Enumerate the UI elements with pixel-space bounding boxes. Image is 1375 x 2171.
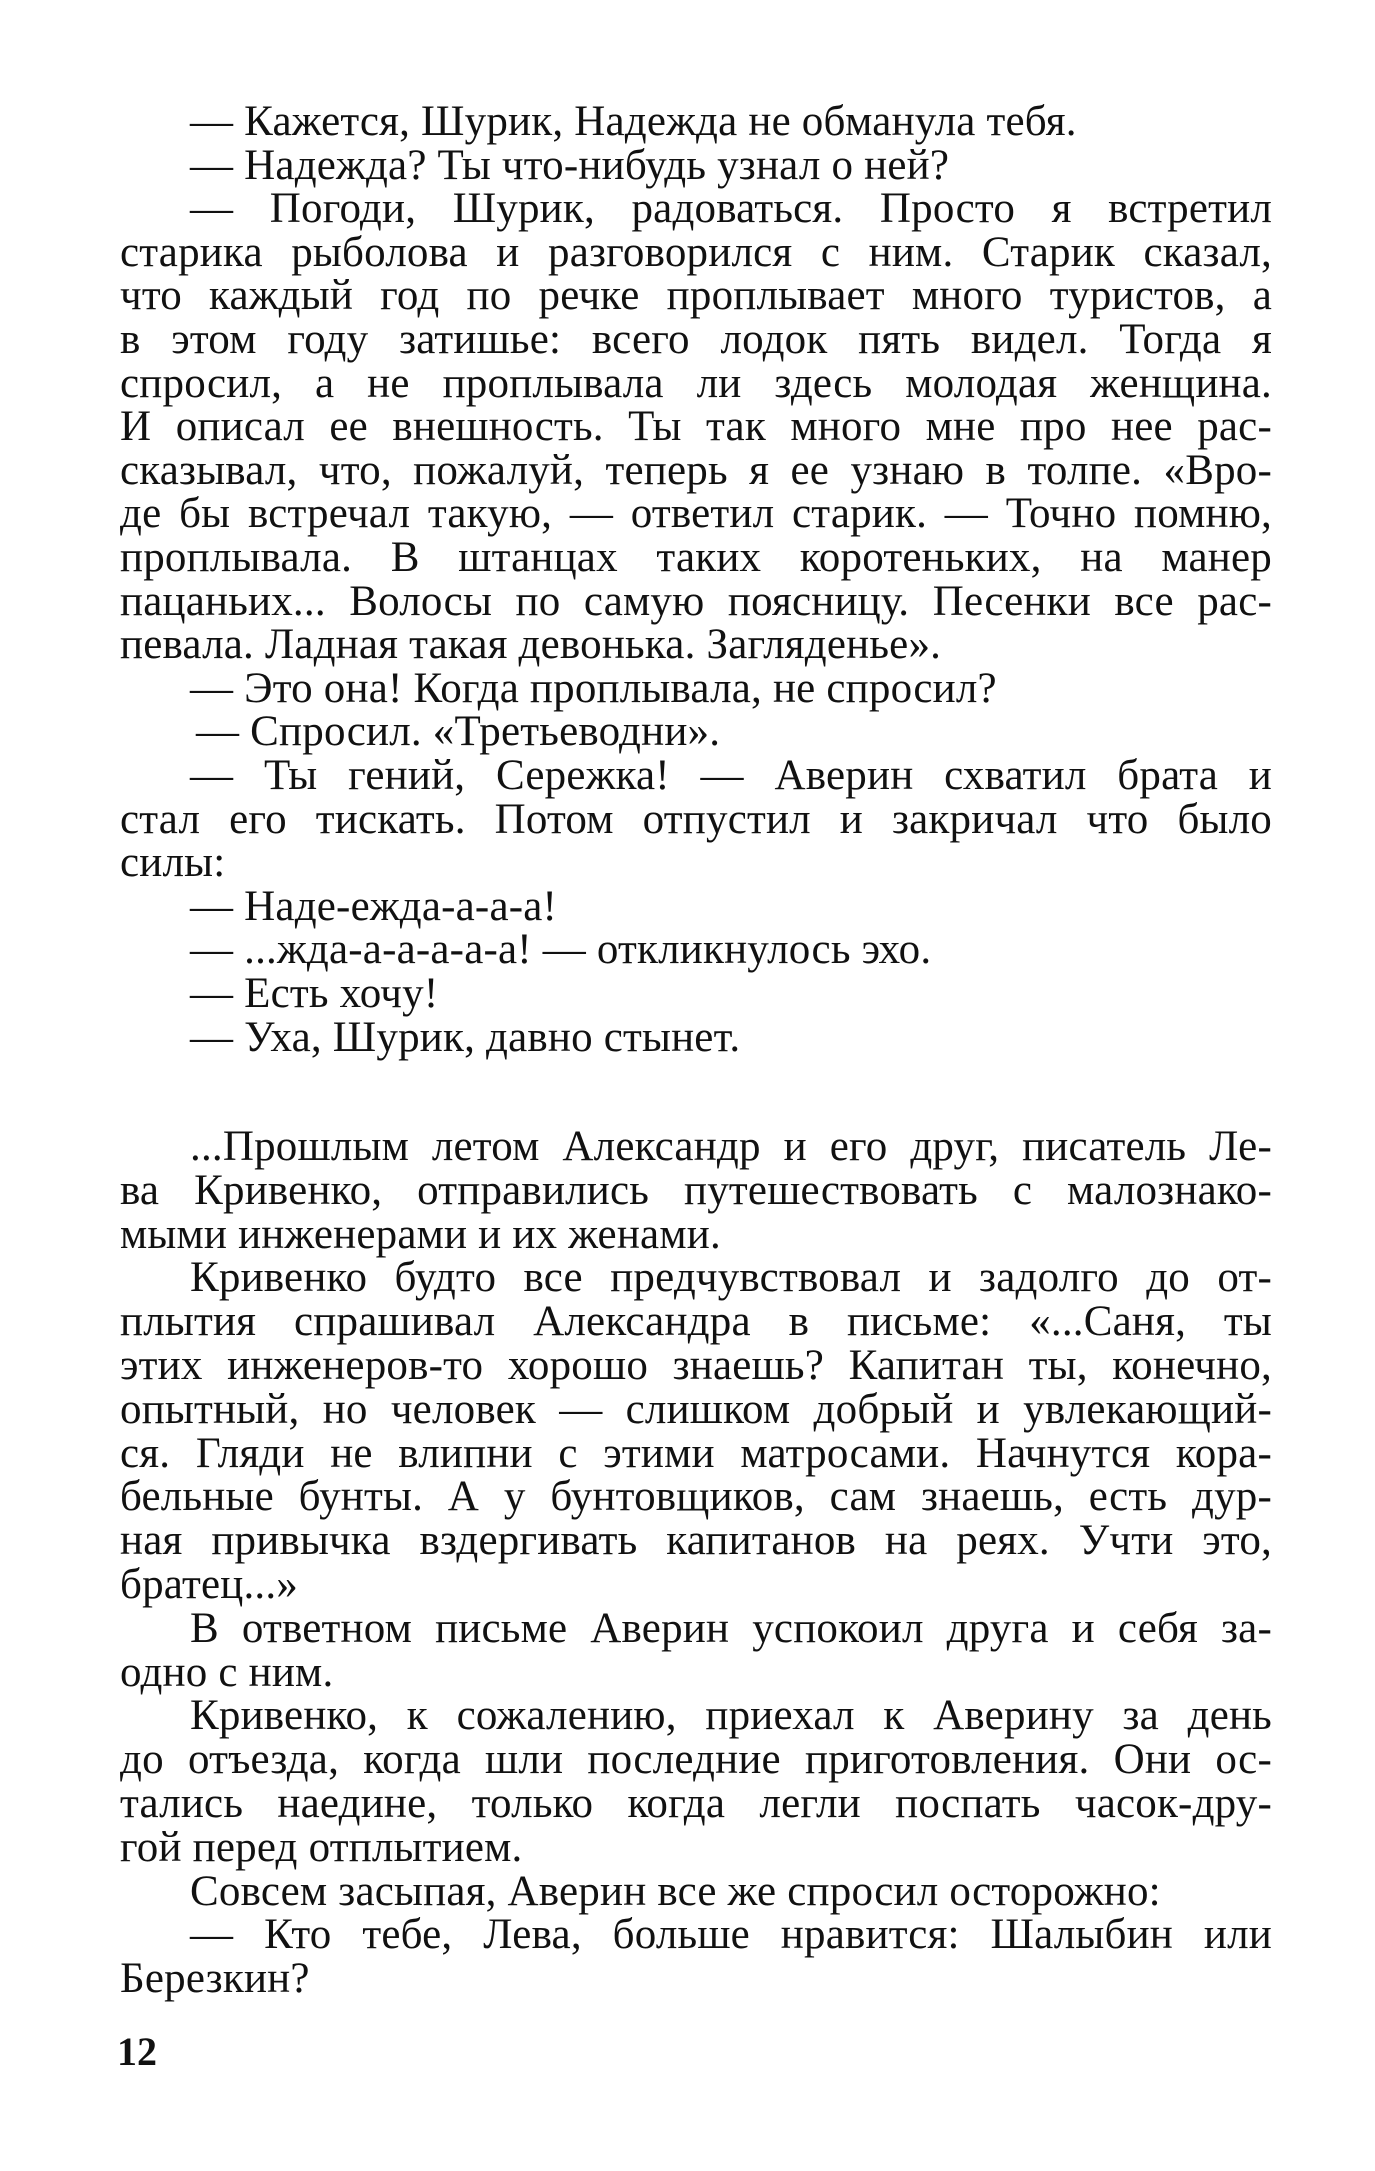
text-line: пацаньих... Волосы по самую поясницу. Песенки все рас-	[120, 577, 1272, 625]
text-line: гой перед отплытием.	[120, 1823, 523, 1871]
text-line: ся. Гляди не влипни с этими матросами. Начнутся кора-	[120, 1429, 1272, 1477]
text-line: стал его тискать. Потом отпустил и закричал что было	[120, 795, 1272, 843]
text-line: Кривенко, к сожалению, приехал к Аверину за день	[190, 1692, 1272, 1740]
text-line: — Ты гений, Сережка! — Аверин схватил брата и	[190, 752, 1272, 799]
text-line: плытия спрашивал Александра в письме: «...Саня, ты	[120, 1298, 1272, 1346]
text-line: Березкин?	[120, 1955, 310, 2003]
text-line: — Кто тебе, Лева, больше нравится: Шалыбин или	[190, 1911, 1272, 1959]
text-line: мыми инженерами и их женами.	[120, 1210, 721, 1258]
text-line: — ...жда-а-а-а-а-а! — откликнулось эхо.	[190, 926, 932, 974]
text-line: старика рыболова и разговорился с ним. Старик сказал,	[120, 228, 1272, 276]
text-line: — Наде-ежда-а-а-а!	[190, 882, 558, 930]
text-line: силы:	[120, 839, 226, 887]
text-line: спросил, а не проплывала ли здесь молодая женщина.	[120, 359, 1272, 407]
text-line: — Есть хочу!	[190, 970, 439, 1017]
text-line: проплывала. В штанцах таких коротеньких, на манер	[120, 534, 1272, 581]
text-line: сказывал, что, пожалуй, теперь я ее узнаю в толпе. «Вро-	[120, 446, 1272, 494]
text-line: — Спросил. «Третьеводни».	[196, 708, 721, 756]
text-line: певала. Ладная такая девонька. Загляденье».	[120, 621, 942, 669]
page-number: 12	[117, 2029, 157, 2074]
text-line: Кривенко будто все предчувствовал и задолго до от-	[190, 1254, 1272, 1302]
text-line: до отъезда, когда шли последние приготовления. Они ос-	[120, 1736, 1272, 1784]
text-line: что каждый год по речке проплывает много туристов, а	[120, 272, 1272, 320]
text-line: В ответном письме Аверин успокоил друга и себя за-	[190, 1604, 1272, 1652]
text-line: — Кажется, Шурик, Надежда не обманула тебя.	[190, 98, 1077, 145]
text-line: Совсем засыпая, Аверин все же спросил осторожно:	[190, 1867, 1161, 1915]
text-line: бельные бунты. А у бунтовщиков, сам знаешь, есть дур-	[120, 1473, 1272, 1521]
text-line: — Надежда? Ты что-нибудь узнал о ней?	[190, 141, 950, 189]
text-line: в этом году затишье: всего лодок пять видел. Тогда я	[120, 316, 1272, 363]
text-line: — Уха, Шурик, давно стынет.	[190, 1013, 741, 1061]
text-line: ...Прошлым летом Александр и его друг, писатель Ле-	[190, 1123, 1272, 1170]
text-line: — Погоди, Шурик, радоваться. Просто я встретил	[190, 185, 1272, 233]
text-line: этих инженеров-то хорошо знаешь? Капитан ты, конечно,	[120, 1342, 1272, 1389]
text-line: — Это она! Когда проплывала, не спросил?	[190, 664, 997, 712]
text-line: ная привычка вздергивать капитанов на реях. Учти это,	[120, 1517, 1272, 1565]
text-line: опытный, но человек — слишком добрый и увлекающий-	[120, 1385, 1272, 1433]
text-line: братец...»	[120, 1561, 298, 1608]
text-line: одно с ним.	[120, 1648, 334, 1696]
text-line: И описал ее внешность. Ты так много мне про нее рас-	[120, 403, 1272, 451]
text-line: тались наедине, только когда легли поспать часок-дру-	[120, 1780, 1272, 1827]
text-line: ва Кривенко, отправились путешествовать с малознако-	[120, 1166, 1272, 1214]
text-line: де бы встречал такую, — ответил старик. — Точно помню,	[120, 490, 1272, 538]
